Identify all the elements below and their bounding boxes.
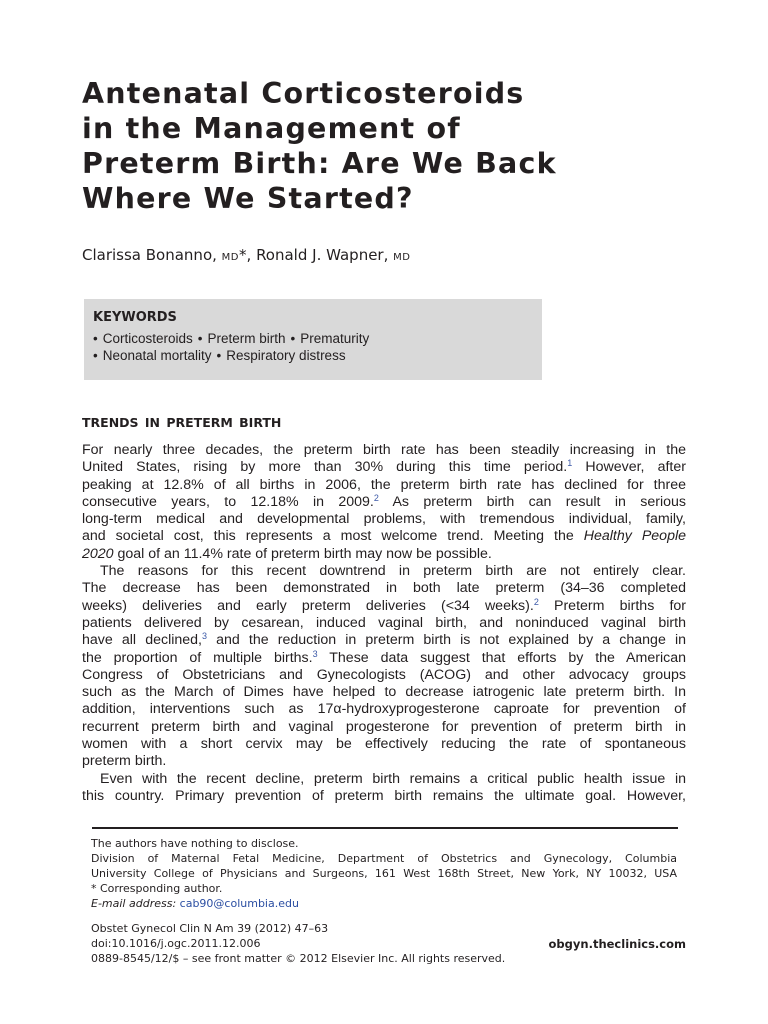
title-line: Where We Started? [82, 182, 414, 215]
text-line: such as the March of Dimes have helped to decrease iatrogenic late preterm birth. In [82, 684, 686, 701]
author-degree: MD [393, 252, 411, 263]
title-line: Preterm Birth: Are We Back [82, 147, 557, 180]
text-line: 2020 goal of an 11.4% rate of preterm birth may now be possible. [82, 545, 492, 562]
author-name: Ronald J. Wapner, [256, 246, 389, 264]
text-line: peaking at 12.8% of all births in 2006, the preterm birth rate has declined for three [82, 476, 686, 493]
journal-citation: Obstet Gynecol Clin N Am 39 (2012) 47–63 [91, 922, 329, 935]
citation-link[interactable]: 2 [533, 596, 539, 607]
disclosure-note: The authors have nothing to disclose. [91, 837, 299, 850]
citation-link[interactable]: 3 [202, 631, 208, 642]
title-line: Antenatal Corticosteroids [82, 77, 525, 110]
doi-line: doi:10.1016/j.ogc.2011.12.006 [91, 937, 261, 950]
author-name: Clarissa Bonanno, [82, 246, 217, 264]
affiliation-line: Division of Maternal Fetal Medicine, Department of Obstetrics and Gynecology, Columbia [91, 852, 677, 865]
keyword: Respiratory distress [226, 348, 346, 363]
corresponding-mark: *, [239, 246, 252, 264]
text-line: this country. Primary prevention of preterm birth remains the ultimate goal. However, [82, 787, 686, 804]
text-line: and societal cost, this represents a most welcome trend. Meeting the Healthy People [82, 528, 686, 545]
text-line: For nearly three decades, the preterm birth rate has been steadily increasing in the [82, 442, 686, 458]
bullet-icon: • [290, 331, 296, 346]
corresponding-note: * Corresponding author. [91, 882, 223, 895]
bullet-icon: • [93, 348, 98, 363]
text-line: the proportion of multiple births.$^3$ These data suggest that efforts by the American [82, 648, 686, 666]
text-line: Even with the recent decline, preterm birth remains a critical public health issue in [100, 770, 686, 787]
email-line [91, 897, 299, 910]
citation-link[interactable]: 1 [567, 458, 573, 469]
article-title [82, 76, 682, 216]
citation-link[interactable]: 3 [312, 648, 318, 659]
author-list [82, 246, 410, 264]
email-link[interactable]: cab90@columbia.edu [179, 897, 299, 910]
bullet-icon: • [197, 331, 203, 346]
keywords-row [93, 348, 346, 363]
text-line: The decrease has been demonstrated in both late preterm (34–36 completed [82, 580, 686, 597]
footnote-divider [92, 827, 678, 829]
copyright-line: 0889-8545/12/$ – see front matter © 2012 Elsevier Inc. All rights reserved. [91, 952, 506, 965]
affiliation-line: University College of Physicians and Surgeons, 161 West 168th Street, New York, NY 10032, USA [91, 867, 677, 880]
text-line: consecutive years, to 12.18% in 2009.$^2$ As preterm birth can result in serious [82, 492, 686, 510]
text-line: recurrent preterm birth and vaginal progesterone for prevention of preterm birth in [82, 718, 686, 735]
text-line: have all declined,$^3$ and the reduction in preterm birth is not explained by a change in [82, 631, 686, 649]
text-line: preterm birth. [82, 753, 167, 770]
keywords-box [84, 299, 542, 380]
text-line: The reasons for this recent downtrend in preterm birth are not entirely clear. [100, 563, 686, 580]
website-link[interactable]: obgyn.theclinics.com [548, 937, 686, 951]
text-line: Congress of Obstetricians and Gynecologists (ACOG) and other advocacy groups [82, 666, 686, 683]
keyword: Neonatal mortality [102, 348, 212, 363]
text-line: patients delivered by cesarean, induced vaginal birth, and noninduced vaginal birth [82, 614, 686, 631]
title-line: in the Management of [82, 112, 461, 145]
text-line: United States, rising by more than 30% during this time period.$^1$ However, after [82, 458, 686, 476]
citation-link[interactable]: 2 [373, 492, 379, 503]
keyword: Preterm birth [207, 331, 286, 346]
bullet-icon: • [216, 348, 222, 363]
keywords-row [93, 331, 369, 346]
section-heading: TRENDS IN PRETERM BIRTH [82, 415, 282, 430]
bullet-icon: • [93, 331, 98, 346]
text-line: women with a short cervix may be effectively reducing the rate of spontaneous [82, 736, 686, 753]
author-degree: MD [221, 252, 239, 263]
keywords-heading: KEYWORDS [93, 310, 177, 325]
text-line: addition, interventions such as 17α-hydroxyprogesterone caproate for prevention of [82, 701, 686, 718]
keyword: Corticosteroids [102, 331, 193, 346]
text-line: long-term medical and developmental problems, with tremendous individual, family, [82, 511, 686, 528]
email-label: E-mail address: [91, 897, 177, 910]
body-text [82, 442, 686, 805]
keyword: Prematurity [300, 331, 370, 346]
text-line: weeks) deliveries and early preterm deliveries (<34 weeks).$^2$ Preterm births for [82, 596, 686, 614]
